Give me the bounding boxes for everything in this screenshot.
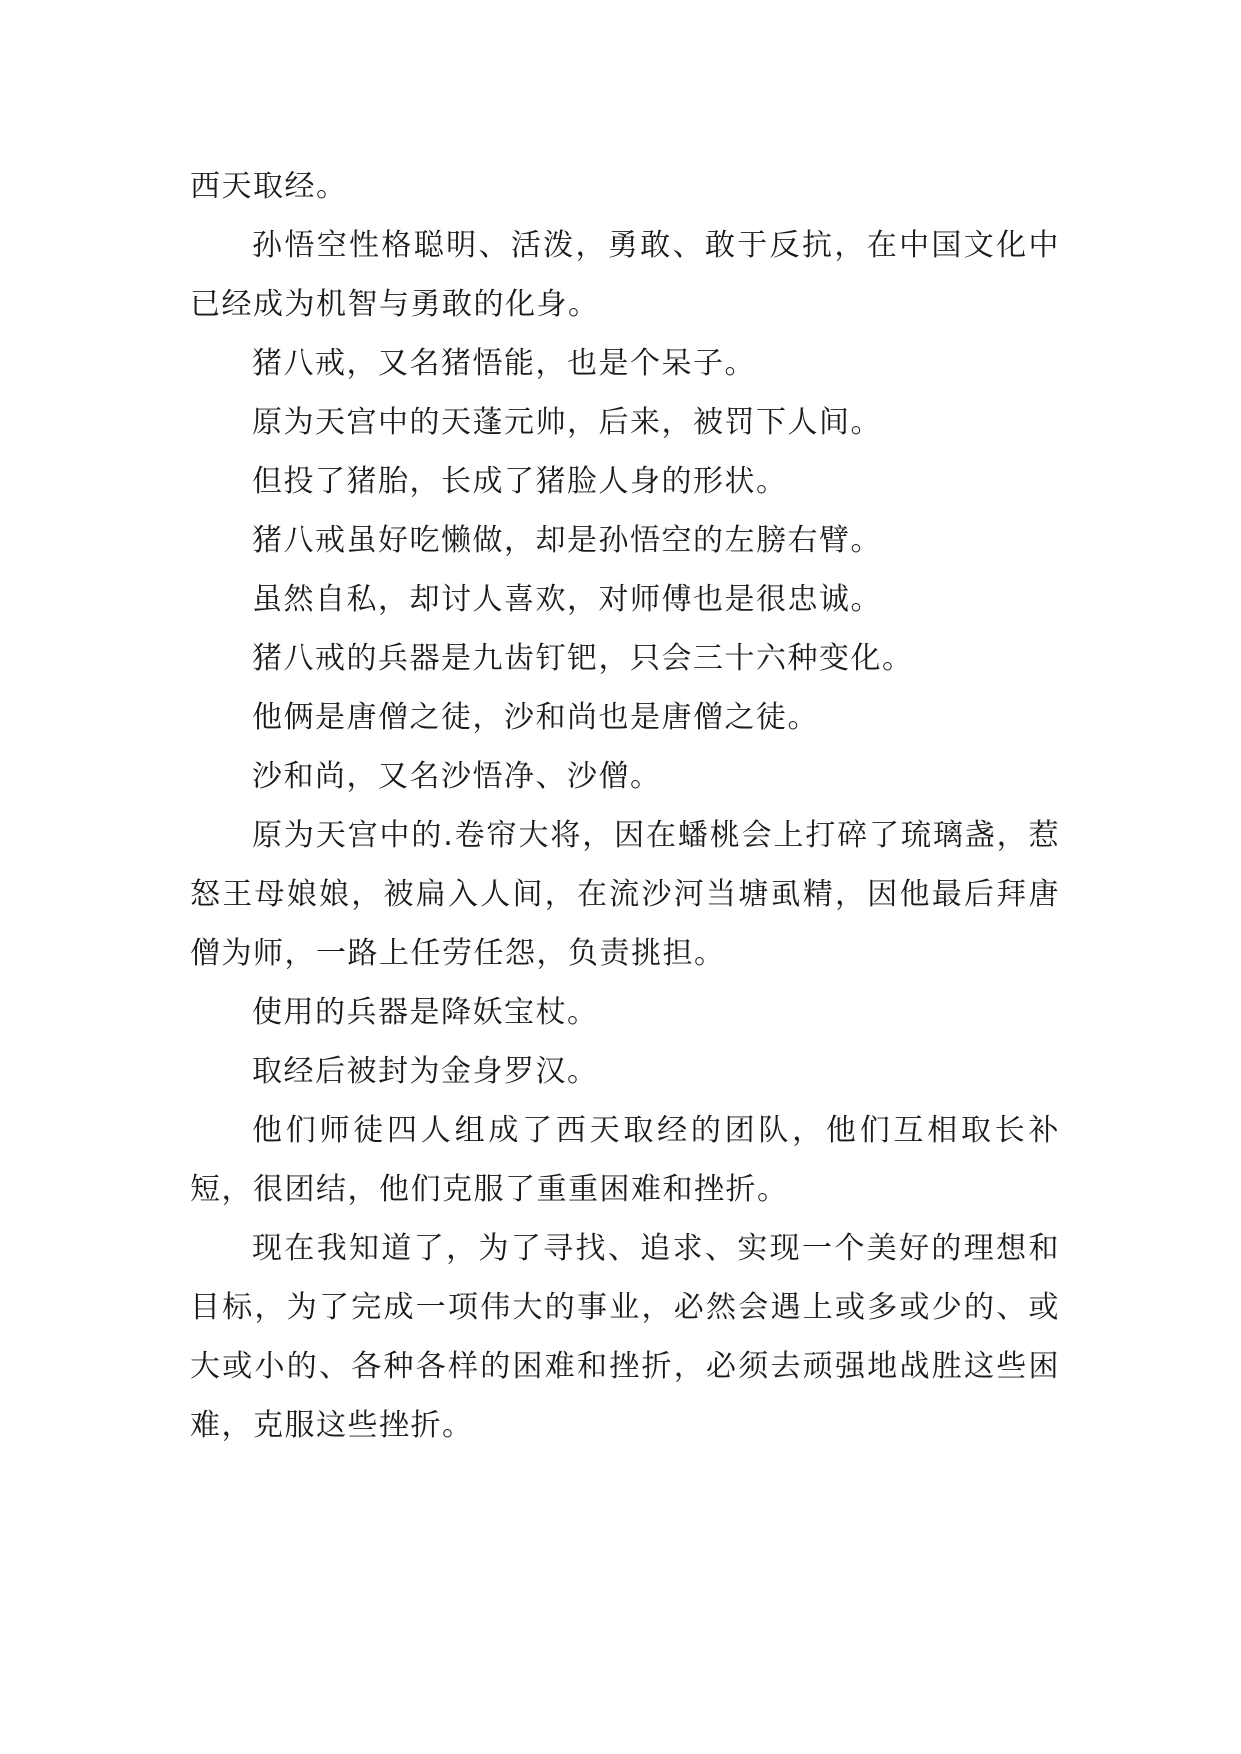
paragraph: 猪八戒虽好吃懒做，却是孙悟空的左膀右臂。: [252, 523, 882, 558]
paragraph: 原为天宫中的天蓬元帅，后来，被罚下人间。: [252, 405, 882, 440]
paragraph: 原为天宫中的.卷帘大将，因在蟠桃会上打碎了琉璃盏，惹怒王母娘娘，被扁入人间，在流沙河当塘虱精，因他最后拜唐僧为师，一路上任劳任怨，负责挑担。: [190, 818, 1060, 971]
paragraph: 现在我知道了，为了寻找、追求、实现一个美好的理想和目标，为了完成一项伟大的事业，必然会遇上或多或少的、或大或小的、各种各样的困难和挫折，必须去顽强地战胜这些困难，克服这些挫折。: [190, 1231, 1060, 1443]
paragraph: 取经后被封为金身罗汉。: [252, 1054, 599, 1089]
paragraph: 西天取经。: [190, 169, 348, 204]
paragraph: 他们师徒四人组成了西天取经的团队，他们互相取长补短，很团结，他们克服了重重困难和挫折。: [190, 1113, 1060, 1207]
paragraph: 他俩是唐僧之徒，沙和尚也是唐僧之徒。: [252, 700, 819, 735]
paragraph: 猪八戒的兵器是九齿钉钯，只会三十六种变化。: [252, 641, 914, 676]
paragraph: 猪八戒，又名猪悟能，也是个呆子。: [252, 346, 756, 381]
paragraph: 但投了猪胎，长成了猪脸人身的形状。: [252, 464, 788, 499]
document-body: [190, 157, 1060, 1455]
paragraph: 沙和尚，又名沙悟净、沙僧。: [252, 759, 662, 794]
paragraph: 使用的兵器是降妖宝杖。: [252, 995, 599, 1030]
paragraph: 孙悟空性格聪明、活泼，勇敢、敢于反抗，在中国文化中已经成为机智与勇敢的化身。: [190, 228, 1060, 322]
paragraph: 虽然自私，却讨人喜欢，对师傅也是很忠诚。: [252, 582, 882, 617]
